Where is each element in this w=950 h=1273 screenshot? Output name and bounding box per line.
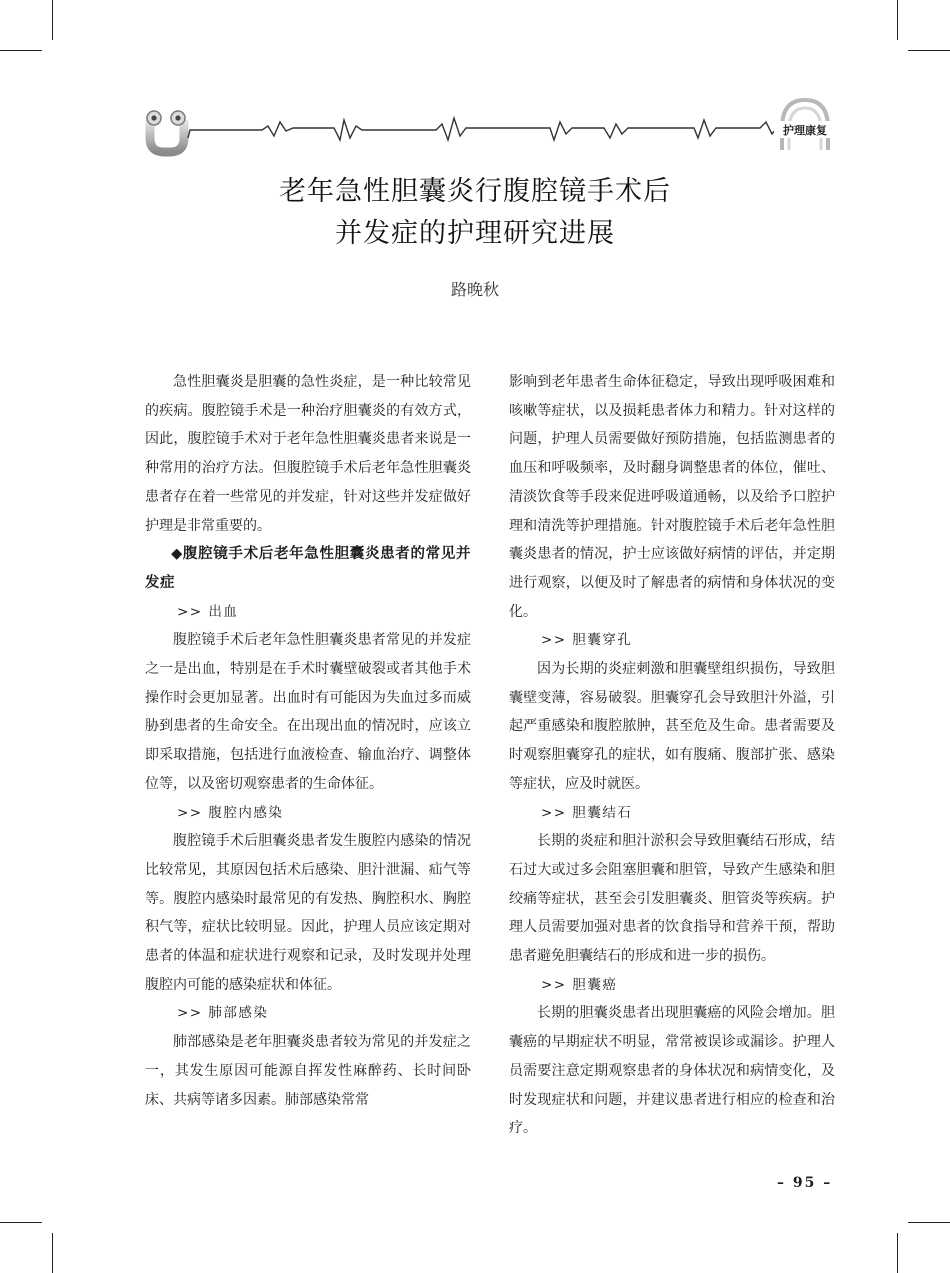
page-number: – 95 –: [777, 1175, 833, 1191]
intro-paragraph: 急性胆囊炎是胆囊的急性炎症，是一种比较常见的疾病。腹腔镜手术是一种治疗胆囊炎的有效方式，因此，腹腔镜手术对于老年急性胆囊炎患者来说是一种常用的治疗方法。但腹腔镜手术后老年急性胆囊炎患者存在着一些常见的并发症，针对这些并发症做好护理是非常重要的。: [145, 374, 471, 534]
crop-mark: [908, 1222, 950, 1223]
ecg-line: [188, 118, 780, 140]
paragraph-lung-infection: 肺部感染是老年胆囊炎患者较为常见的并发症之一，其发生原因可能源自挥发性麻醉药、长时间卧床、共病等诸多因素。肺部感染常常: [145, 1034, 471, 1108]
article-author: 路晚秋: [450, 280, 499, 299]
subheading-bleeding: >> 出血: [177, 603, 239, 620]
section-tag: 护理康复: [783, 124, 827, 137]
crop-mark: [0, 1222, 42, 1223]
paragraph-gallstones: 长期的炎症和胆汁淤积会导致胆囊结石形成，结石过大或过多会阻塞胆囊和胆管，导致产生感染和胆绞痛等症状，甚至会引发胆囊炎、胆管炎等疾病。护理人员需要加强对患者的饮食指导和营养干预，帮助患者避免胆囊结石的形成和进一步的损伤。: [509, 833, 835, 965]
subheading-gallstones: >> 胆囊结石: [541, 804, 633, 821]
section-heading: ◆腹腔镜手术后老年急性胆囊炎患者的常见并发症: [145, 546, 471, 591]
crop-mark: [52, 1233, 53, 1273]
subheading-abdominal-infection: >> 腹腔内感染: [177, 804, 284, 821]
article-title-line1: 老年急性胆囊炎行腹腔镜手术后: [279, 176, 671, 207]
header-decoration: [0, 0, 950, 160]
paragraph-bleeding: 腹腔镜手术后老年急性胆囊炎患者常见的并发症之一是出血，特别是在手术时囊壁破裂或者其他手术操作时会更加显著。出血时有可能因为失血过多而威胁到患者的生命安全。在出现出血的情况时，应该立即采取措施，包括进行血液检查、输血治疗、调整体位等，以及密切观察患者的生命体征。: [145, 632, 471, 792]
subheading-perforation: >> 胆囊穿孔: [541, 632, 633, 649]
paragraph-perforation: 因为长期的炎症刺激和胆囊壁组织损伤，导致胆囊壁变薄，容易破裂。胆囊穿孔会导致胆汁外溢，引起严重感染和腹腔脓肿，甚至危及生命。患者需要及时观察胆囊穿孔的症状，如有腹痛、腹部扩张、感染等症状，应及时就医。: [509, 661, 835, 792]
article-title-line2: 并发症的护理研究进展: [335, 218, 615, 249]
logo-icon: [147, 111, 185, 152]
left-column: [145, 368, 471, 1114]
paragraph-abdominal-infection: 腹腔镜手术后胆囊炎患者发生腹腔内感染的情况比较常见，其原因包括术后感染、胆汁泄漏、疝气等等。腹腔内感染时最常见的有发热、胸腔积水、胸腔积气等，症状比较明显。因此，护理人员应该定期对患者的体温和症状进行观察和记录，及时发现并处理腹腔内可能的感染症状和体征。: [145, 833, 471, 993]
paragraph-gallbladder-cancer: 长期的胆囊炎患者出现胆囊癌的风险会增加。胆囊癌的早期症状不明显，常常被误诊或漏诊。护理人员需要注意定期观察患者的身体状况和病情变化，及时发现症状和问题，并建议患者进行相应的检查和治疗。: [509, 1005, 835, 1137]
subheading-lung-infection: >> 肺部感染: [177, 1005, 269, 1022]
paragraph-lung-infection-continued: 影响到老年患者生命体征稳定，导致出现呼吸困难和咳嗽等症状，以及损耗患者体力和精力。针对这样的问题，护理人员需要做好预防措施，包括监测患者的血压和呼吸频率，及时翻身调整患者的体位，催吐、清淡饮食等手段来促进呼吸道通畅，以及给予口腔护理和清洗等护理措施。针对腹腔镜手术后老年急性胆囊炎患者的情况，护士应该做好病情的评估，并定期进行观察，以便及时了解患者的病情和身体状况的变化。: [509, 374, 835, 620]
right-column: [509, 368, 835, 1143]
subheading-gallbladder-cancer: >> 胆囊癌: [541, 976, 618, 993]
crop-mark: [897, 1233, 898, 1273]
